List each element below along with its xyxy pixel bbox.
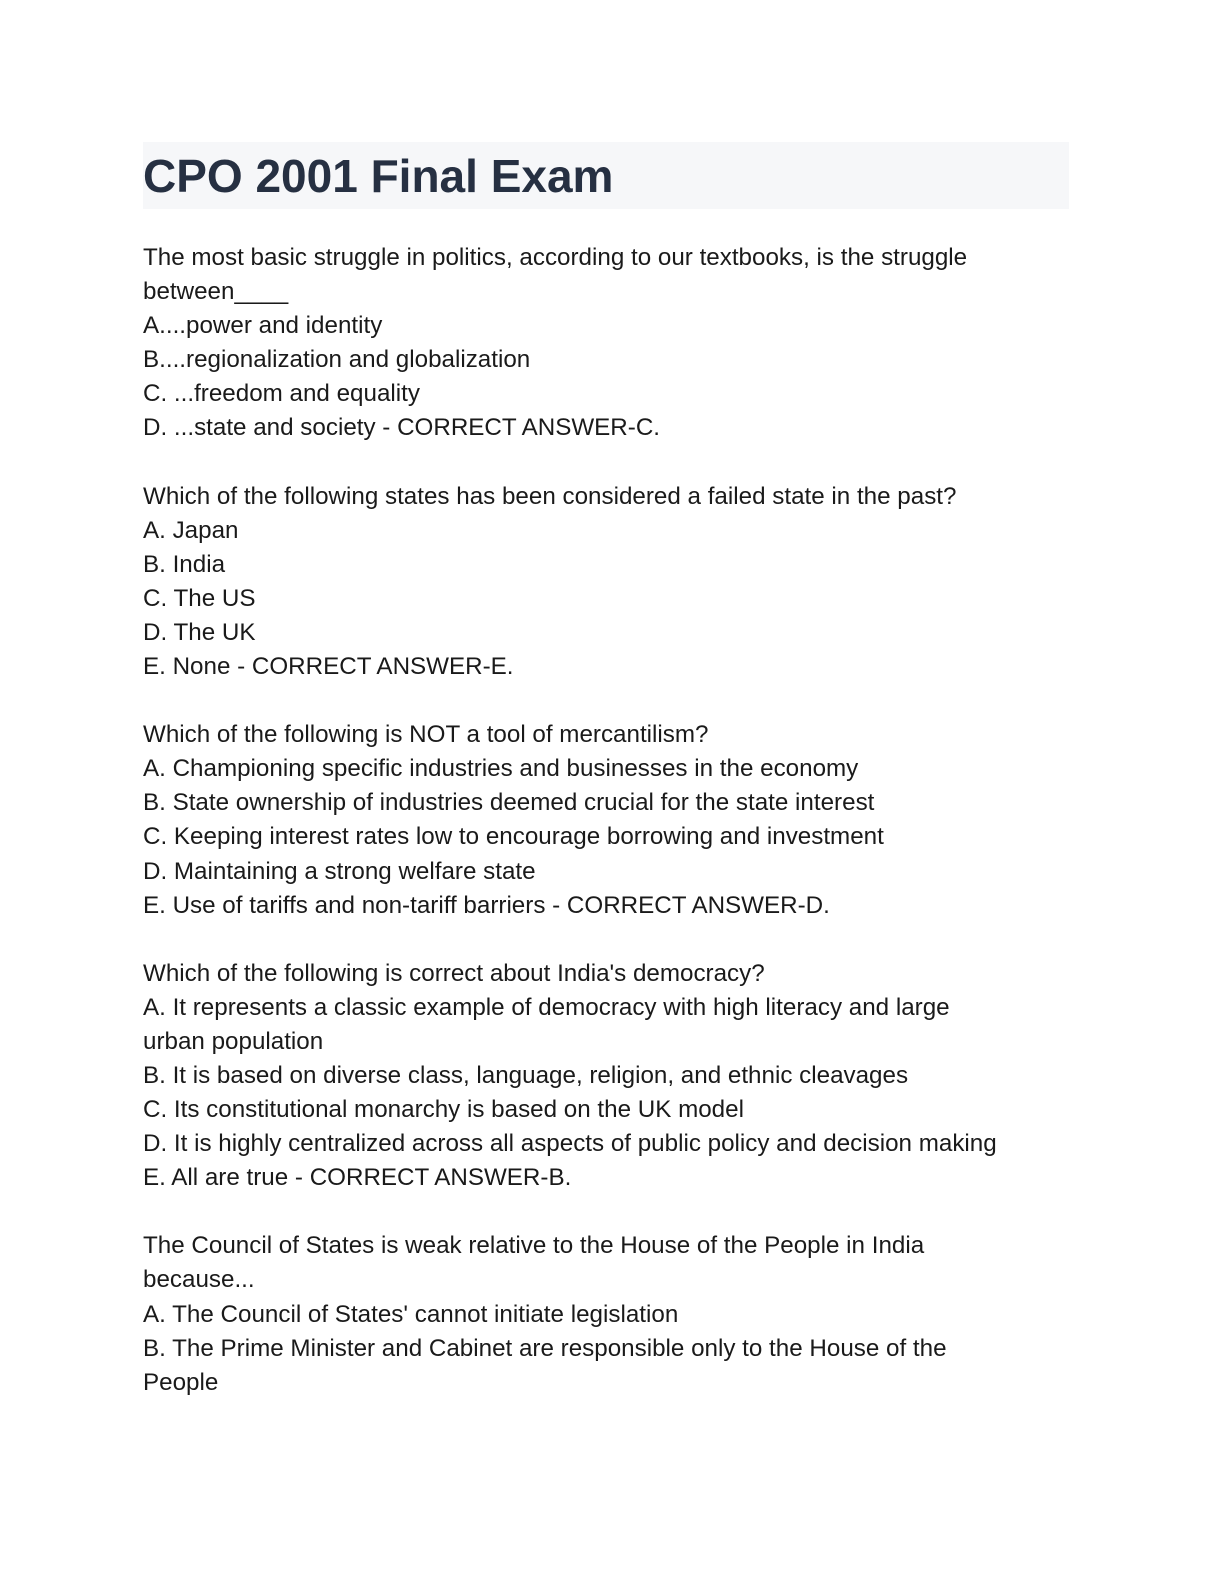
- question-1-line: The most basic struggle in politics, according to our textbooks, is the struggle: [143, 244, 968, 271]
- page-title: CPO 2001 Final Exam: [143, 149, 614, 202]
- question-5-line: The Council of States is weak relative to the House of the People in India: [143, 1232, 925, 1260]
- question-2-option: B. India: [143, 550, 226, 578]
- question-1: [143, 241, 1069, 446]
- question-3: [143, 718, 1069, 923]
- question-5: [143, 1229, 1069, 1399]
- document-page: [143, 142, 1069, 1434]
- question-1-line: between____: [143, 278, 289, 306]
- question-1-option: C. ...freedom and equality: [143, 380, 420, 408]
- question-4: [143, 957, 1069, 1196]
- question-2-option: D. The UK: [143, 618, 256, 646]
- question-3-line: Which of the following is NOT a tool of mercantilism?: [143, 721, 709, 749]
- question-2: [143, 480, 1069, 685]
- question-5-option: People: [143, 1368, 219, 1396]
- question-4-option: D. It is highly centralized across all aspects of public policy and decision making: [143, 1130, 997, 1158]
- question-3-option: C. Keeping interest rates low to encourage borrowing and investment: [143, 823, 884, 851]
- question-4-option: urban population: [143, 1027, 324, 1055]
- question-5-option: B. The Prime Minister and Cabinet are responsible only to the House of the: [143, 1334, 947, 1362]
- question-4-line: Which of the following is correct about India's democracy?: [143, 959, 765, 987]
- question-4-option: E. All are true - CORRECT ANSWER-B.: [143, 1164, 572, 1192]
- question-4-option: C. Its constitutional monarchy is based on the UK model: [143, 1096, 744, 1124]
- question-2-option: A. Japan: [143, 516, 239, 544]
- question-4-option: A. It represents a classic example of democracy with high literacy and large: [143, 993, 950, 1021]
- question-1-option: D. ...state and society - CORRECT ANSWER-C.: [143, 414, 661, 442]
- question-3-option: E. Use of tariffs and non-tariff barriers - CORRECT ANSWER-D.: [143, 891, 830, 919]
- title-band: [143, 142, 1069, 209]
- question-4-option: B. It is based on diverse class, language, religion, and ethnic cleavages: [143, 1061, 909, 1089]
- question-2-line: Which of the following states has been considered a failed state in the past?: [143, 482, 957, 510]
- question-5-line: because...: [143, 1266, 255, 1294]
- question-5-option: A. The Council of States' cannot initiate legislation: [143, 1300, 679, 1328]
- question-2-option: C. The US: [143, 584, 256, 612]
- question-1-option: B....regionalization and globalization: [143, 346, 531, 374]
- question-2-option: E. None - CORRECT ANSWER-E.: [143, 653, 514, 681]
- question-3-option: D. Maintaining a strong welfare state: [143, 857, 536, 885]
- question-3-option: B. State ownership of industries deemed crucial for the state interest: [143, 789, 875, 817]
- question-1-option: A....power and identity: [143, 312, 383, 340]
- question-3-option: A. Championing specific industries and businesses in the economy: [143, 755, 859, 783]
